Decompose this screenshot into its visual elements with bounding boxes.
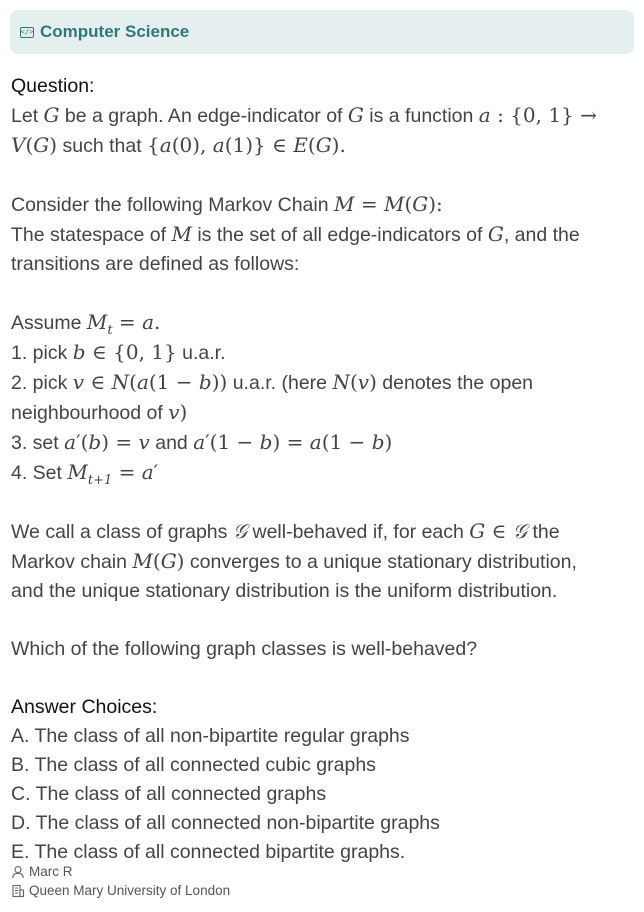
affiliation-row (11, 881, 230, 900)
question-heading: Question: (11, 75, 95, 97)
question-line-6: Assume $M_t = a$. (11, 310, 161, 338)
question-content (11, 72, 635, 867)
question-line-4: The statespace of M is the set of all edge-indicators of G, and the (11, 222, 580, 246)
question-line-14: and the unique stationary distribution is the uniform distribution. (11, 580, 558, 602)
question-line-1: Let G be a graph. An edge-indicator of G is a function a : {0, 1} → (11, 103, 597, 127)
answer-choice-c[interactable]: C. The class of all connected graphs (11, 783, 327, 805)
question-line-12: We call a class of graphs 𝒢 well-behaved if, for each G ∈ 𝒢 the (11, 519, 560, 543)
answer-choice-a[interactable]: A. The class of all non-bipartite regular graphs (11, 725, 410, 747)
question-line-13: Markov chain M(G) converges to a unique stationary distribution, (11, 549, 577, 573)
question-line-5: transitions are defined as follows: (11, 253, 300, 275)
author-name: Marc R (29, 864, 73, 879)
answer-choice-b[interactable]: B. The class of all connected cubic graphs (11, 754, 376, 776)
step-3: 3. set a′(b) = v and a′(1 − b) = a(1 − b) (11, 430, 393, 454)
code-icon: </> (20, 27, 34, 36)
step-2-continued: neighbourhood of v) (11, 400, 188, 424)
subject-banner (10, 10, 634, 54)
user-icon (11, 865, 25, 879)
affiliation-name: Queen Mary University of London (29, 883, 231, 898)
answer-heading: Answer Choices: (11, 696, 158, 718)
subject-label: Computer Science (40, 22, 190, 41)
question-prompt: Which of the following graph classes is well-behaved? (11, 638, 478, 660)
question-line-2: V(G) such that {a(0), a(1)} ∈ E(G). (11, 133, 346, 157)
question-line-3: Consider the following Markov Chain M = M(G): (11, 192, 443, 216)
step-4: 4. Set $M_{t+1} = a'$ (11, 460, 159, 488)
answer-choice-e[interactable]: E. The class of all connected bipartite graphs. (11, 841, 406, 863)
author-row (11, 862, 230, 881)
building-icon (11, 884, 25, 898)
answer-choice-d[interactable]: D. The class of all connected non-bipartite graphs (11, 812, 440, 834)
step-1: 1. pick b ∈ {0, 1} u.a.r. (11, 340, 226, 364)
step-2: 2. pick v ∈ N(a(1 − b)) u.a.r. (here N(v) denotes the open (11, 370, 534, 394)
footer (11, 862, 230, 900)
